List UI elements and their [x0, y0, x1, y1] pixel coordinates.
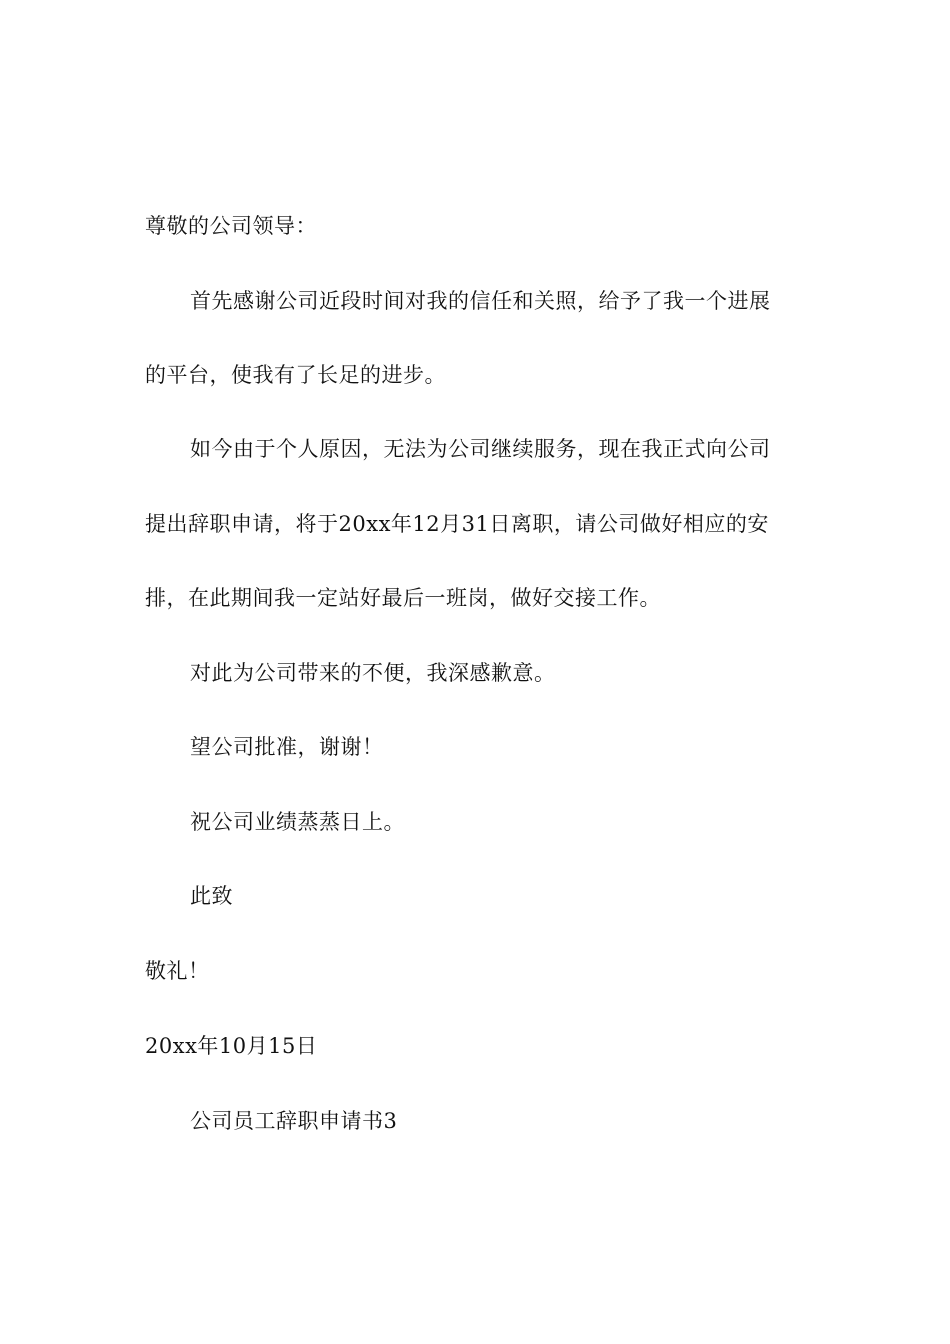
paragraph-3: 对此为公司带来的不便，我深感歉意。: [190, 661, 556, 685]
paragraph-5: 祝公司业绩蒸蒸日上。: [190, 810, 405, 834]
closing-regards: 此致: [190, 884, 233, 908]
next-section-title: 公司员工辞职申请书3: [190, 1109, 398, 1133]
paragraph-1-line-1: 首先感谢公司近段时间对我的信任和关照，给予了我一个进展: [190, 289, 771, 313]
paragraph-2-line-3: 排，在此期间我一定站好最后一班岗，做好交接工作。: [145, 586, 661, 610]
paragraph-1-line-2: 的平台，使我有了长足的进步。: [145, 363, 446, 387]
paragraph-4: 望公司批准，谢谢！: [190, 735, 384, 759]
letter-date: 20xx年10月15日: [145, 1034, 318, 1058]
salutation: 尊敬的公司领导：: [145, 214, 317, 238]
paragraph-2-line-1: 如今由于个人原因，无法为公司继续服务，现在我正式向公司: [190, 437, 771, 461]
paragraph-2-line-2: 提出辞职申请，将于20xx年12月31日离职，请公司做好相应的安: [145, 512, 769, 536]
closing-salute: 敬礼！: [145, 959, 210, 983]
